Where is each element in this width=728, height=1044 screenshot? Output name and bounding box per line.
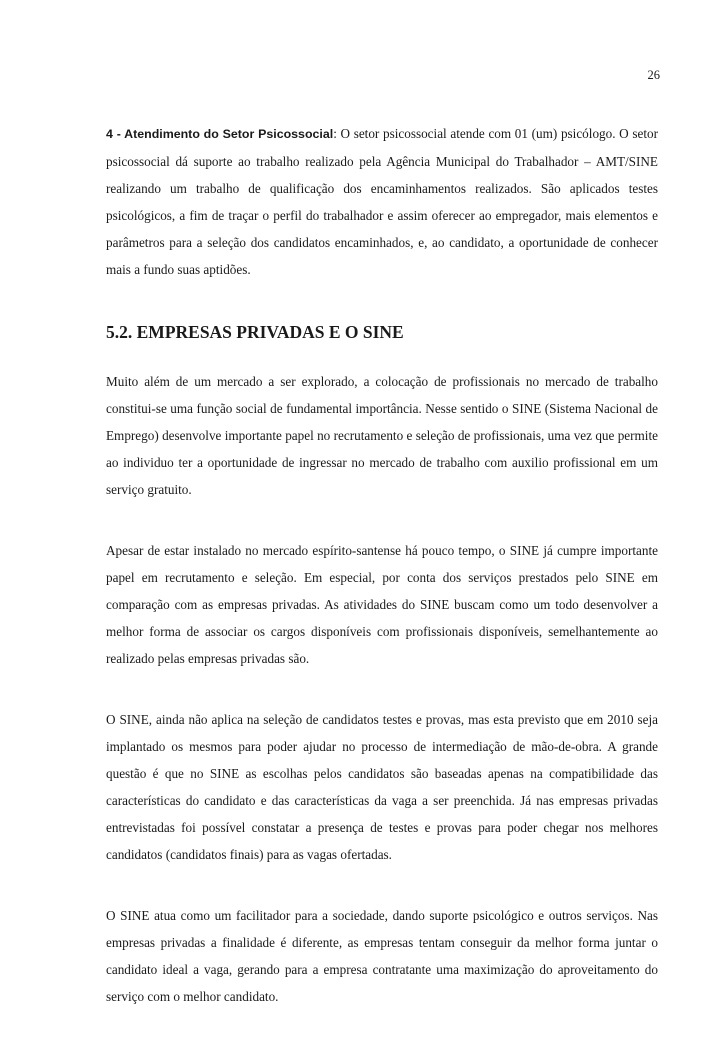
paragraph-atendimento-psicossocial <box>106 120 658 283</box>
section-heading: 5.2. EMPRESAS PRIVADAS E O SINE <box>106 322 404 342</box>
paragraph-facilitador: O SINE atua como um facilitador para a sociedade, dando suporte psicológico e outros serviços. Nas empresas privadas a finalidade é diferente, as empresas tentam conseguir da melhor forma juntar o candidato ideal a vaga, gerando para a empresa contratante uma maximização do aproveitamento do serviço com o melhor candidato. <box>106 908 658 1004</box>
paragraph-text: : O setor psicossocial atende com 01 (um) psicólogo. O setor psicossocial dá suporte ao trabalho realizado pela Agência Municipal do Trabalhador – AMT/SINE realizando um trabalho de qualificação dos encaminhamentos realizados. São aplicados testes psicológicos, a fim de traçar o perfil do trabalhador e assim oferecer ao empregador, mais elementos e parâmetros para a seleção dos candidatos encaminhados, e, ao candidato, a oportunidade de conhecer mais a fundo suas aptidões. <box>106 126 658 277</box>
page-number: 26 <box>647 68 660 82</box>
paragraph-selecao-candidatos: O SINE, ainda não aplica na seleção de candidatos testes e provas, mas esta previsto que em 2010 seja implantado os mesmos para poder ajudar no processo de intermediação de mão-de-obra. A grande questão é que no SINE as escolhas pelos candidatos são baseadas apenas na compatibilidade das características do candidato e das características da vaga a ser preenchida. Já nas empresas privadas entrevistadas foi possível constatar a presença de testes e provas para poder chegar nos melhores candidatos (candidatos finais) para as vagas ofertadas. <box>106 712 658 862</box>
paragraph-mercado: Muito além de um mercado a ser explorado, a colocação de profissionais no mercado de trabalho constitui-se uma função social de fundamental importância. Nesse sentido o SINE (Sistema Nacional de Emprego) desenvolve importante papel no recrutamento e seleção de profissionais, uma vez que permite ao individuo ter a oportunidade de ingressar no mercado de trabalho com auxilio profissional em um serviço gratuito. <box>106 374 658 497</box>
document-body <box>106 120 658 1044</box>
paragraph-espirito-santense: Apesar de estar instalado no mercado espírito-santense há pouco tempo, o SINE já cumpre importante papel em recrutamento e seleção. Em especial, por conta dos serviços prestados pelo SINE em comparação com as empresas privadas. As atividades do SINE buscam como um todo desenvolver a melhor forma de associar os cargos disponíveis com profissionais disponíveis, semelhantemente ao realizado pelas empresas privadas são. <box>106 543 658 666</box>
paragraph-bold-lead: 4 - Atendimento do Setor Psicossocial <box>106 127 334 141</box>
